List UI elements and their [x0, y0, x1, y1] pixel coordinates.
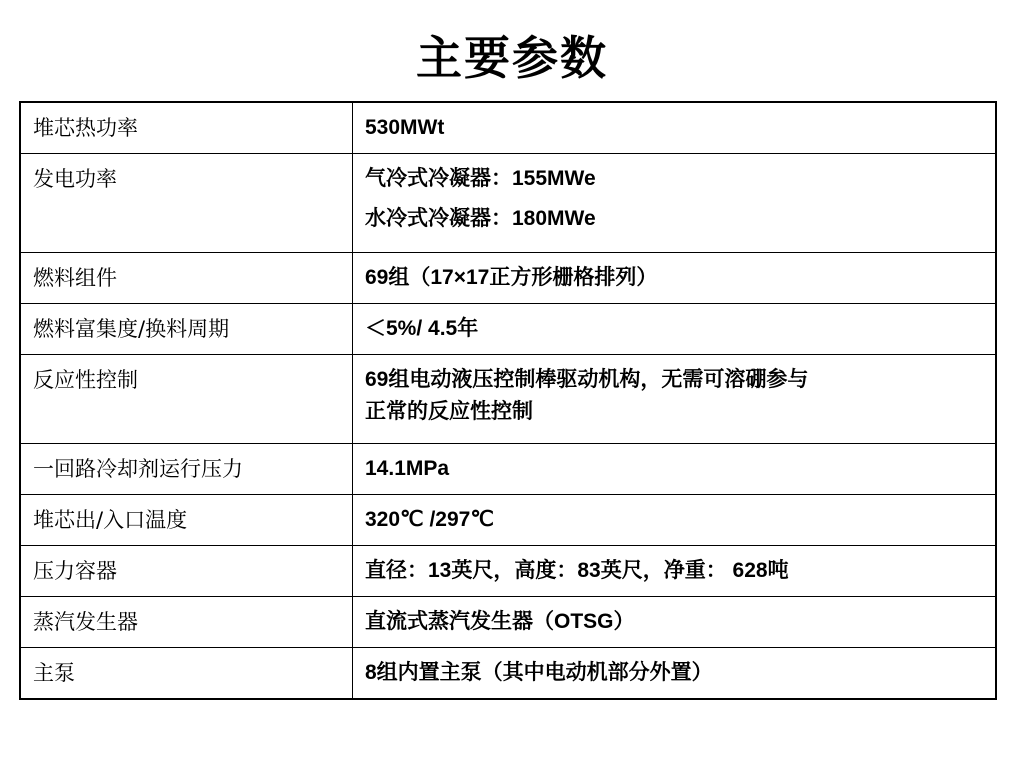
- value-line: 直流式蒸汽发生器（OTSG）: [365, 610, 635, 633]
- value-line: 530MWt: [365, 116, 445, 139]
- row-label: 发电功率: [20, 154, 353, 253]
- table-row: [20, 444, 996, 495]
- value-line: 气冷式冷凝器：155MWe: [365, 167, 596, 190]
- table-row: [20, 154, 996, 253]
- row-label: 主泵: [20, 648, 353, 700]
- value-line: 正常的反应性控制: [365, 400, 533, 423]
- row-value: [353, 648, 997, 700]
- row-value: [353, 154, 997, 253]
- row-value: [353, 304, 997, 355]
- value-line: 320℃ /297℃: [365, 508, 494, 531]
- row-value: [353, 355, 997, 444]
- row-label: 蒸汽发生器: [20, 597, 353, 648]
- row-value: [353, 444, 997, 495]
- row-label: 压力容器: [20, 546, 353, 597]
- table-row: [20, 648, 996, 700]
- row-value: [353, 546, 997, 597]
- row-label: 堆芯热功率: [20, 102, 353, 154]
- table-row: [20, 304, 996, 355]
- value-line: 水冷式冷凝器：180MWe: [365, 207, 596, 230]
- parameters-table: [19, 101, 997, 700]
- value-line: 69组电动液压控制棒驱动机构，无需可溶硼参与: [365, 368, 809, 391]
- value-line: 直径：13英尺，高度：83英尺，净重： 628吨: [365, 559, 789, 582]
- row-label: 燃料组件: [20, 253, 353, 304]
- row-value: [353, 253, 997, 304]
- table-row: [20, 495, 996, 546]
- row-label: 一回路冷却剂运行压力: [20, 444, 353, 495]
- table-row: [20, 102, 996, 154]
- table-row: [20, 253, 996, 304]
- table-row: [20, 546, 996, 597]
- row-value: [353, 597, 997, 648]
- value-line: 8组内置主泵（其中电动机部分外置）: [365, 661, 713, 684]
- row-label: 反应性控制: [20, 355, 353, 444]
- row-value: [353, 495, 997, 546]
- table-row: [20, 597, 996, 648]
- value-line: ＜5%/ 4.5年: [365, 317, 479, 340]
- value-line: 14.1MPa: [365, 457, 450, 480]
- value-line: 69组（17×17正方形栅格排列）: [365, 266, 658, 289]
- row-value: [353, 102, 997, 154]
- table-row: [20, 355, 996, 444]
- row-label: 堆芯出/入口温度: [20, 495, 353, 546]
- row-label: 燃料富集度/换料周期: [20, 304, 353, 355]
- page-title: 主要参数: [416, 31, 608, 85]
